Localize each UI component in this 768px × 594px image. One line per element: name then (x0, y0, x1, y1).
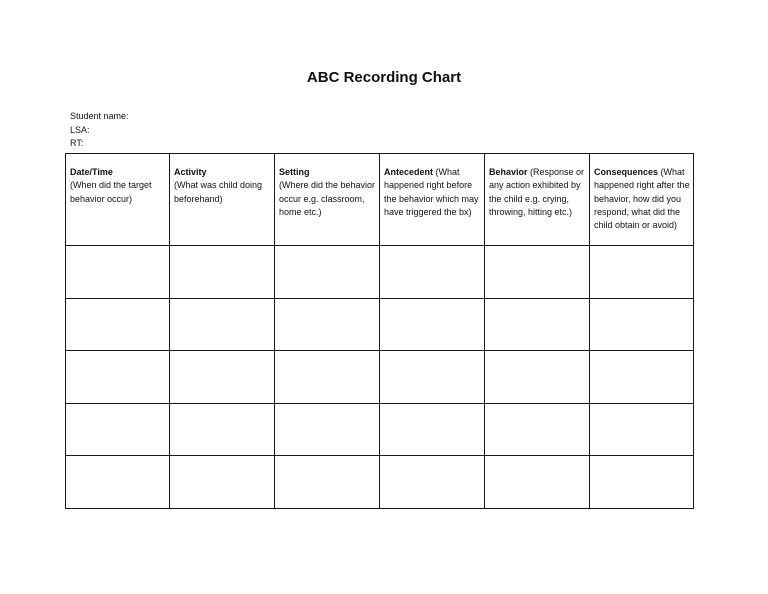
table-cell[interactable] (590, 298, 694, 351)
column-description: (Where did the behavior occur e.g. classroom, home etc.) (279, 180, 376, 217)
table-cell[interactable] (66, 351, 170, 404)
table-cell[interactable] (275, 246, 380, 299)
table-cell[interactable] (66, 298, 170, 351)
student-info (70, 110, 129, 151)
table-cell[interactable] (170, 298, 275, 351)
column-heading: Behavior (489, 167, 528, 177)
table-cell[interactable] (275, 351, 380, 404)
table-row (66, 351, 694, 404)
column-description: (What was child doing beforehand) (174, 180, 263, 204)
student-name-label: Student name: (70, 111, 129, 121)
table-cell[interactable] (590, 246, 694, 299)
abc-recording-table (65, 153, 694, 509)
column-description: (When did the target behavior occur) (70, 180, 152, 204)
table-cell[interactable] (485, 246, 590, 299)
table-cell[interactable] (485, 298, 590, 351)
table-cell[interactable] (275, 456, 380, 509)
column-heading: Activity (174, 167, 207, 177)
table-cell[interactable] (485, 456, 590, 509)
header-row (66, 154, 694, 246)
column-heading: Consequences (594, 167, 659, 177)
table-cell[interactable] (66, 246, 170, 299)
table-row (66, 403, 694, 456)
table-cell[interactable] (275, 403, 380, 456)
table-cell[interactable] (380, 456, 485, 509)
table-cell[interactable] (485, 351, 590, 404)
table-cell[interactable] (66, 456, 170, 509)
column-heading: Antecedent (384, 167, 434, 177)
table-cell[interactable] (170, 246, 275, 299)
lsa-label: LSA: (70, 124, 90, 135)
table-cell[interactable] (170, 351, 275, 404)
table-row (66, 246, 694, 299)
column-description: (What happened right after the behavior, how did you respond, what did the child obtain or avoid) (594, 167, 690, 231)
column-header-date-time (66, 154, 170, 246)
column-header-activity (170, 154, 275, 246)
column-header-antecedent (380, 154, 485, 246)
table-cell[interactable] (380, 351, 485, 404)
table-cell[interactable] (590, 351, 694, 404)
rt-label: RT: (70, 138, 84, 148)
column-description: (What happened right before the behavior which may have triggered the bx) (384, 167, 479, 217)
table-row (66, 298, 694, 351)
table-cell[interactable] (590, 403, 694, 456)
column-heading: Setting (279, 167, 310, 177)
table-cell[interactable] (66, 403, 170, 456)
table-cell[interactable] (485, 403, 590, 456)
table-cell[interactable] (170, 403, 275, 456)
table-cell[interactable] (380, 298, 485, 351)
column-description: (Response or any action exhibited by the child e.g. crying, throwing, hitting etc.) (489, 167, 585, 217)
column-heading: Date/Time (70, 167, 113, 177)
table-cell[interactable] (275, 298, 380, 351)
column-header-consequences (590, 154, 694, 246)
table-cell[interactable] (170, 456, 275, 509)
column-header-behavior (485, 154, 590, 246)
table-cell[interactable] (380, 403, 485, 456)
table-cell[interactable] (380, 246, 485, 299)
column-header-setting (275, 154, 380, 246)
table-cell[interactable] (590, 456, 694, 509)
table-row (66, 456, 694, 509)
page-title: ABC Recording Chart (306, 69, 462, 86)
